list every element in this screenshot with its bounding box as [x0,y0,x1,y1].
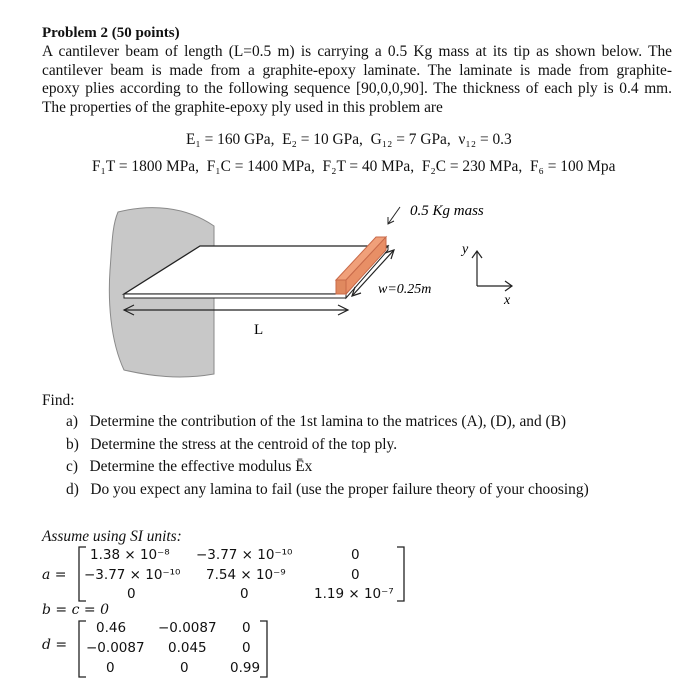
a-cell-23: 0 [351,567,360,583]
a-cell-31: 0 [127,586,136,602]
a-cell-11: 1.38 × 10⁻⁸ [90,547,170,563]
find-item-d [66,479,589,502]
tip-mass-top [336,280,346,294]
beam-front-edge [124,294,346,298]
d-cell-12: −0.0087 [158,620,217,636]
find-item-c [66,456,589,479]
a-cell-13: 0 [351,547,360,563]
find-text-d: Do you expect any lamina to fail (use the proper failure theory of your choosing) [90,480,589,498]
intro-line-2: cantilever beam is made from a graphite-epoxy laminate. The laminate is made from graphite- [42,61,672,79]
problem-title: Problem 2 (50 points) [42,25,180,41]
axis-y-label: y [462,242,469,257]
width-label: w=0.25m [378,282,432,297]
prop-F1C: F₁C = 1400 MPa, [206,158,315,175]
prop-E2: E₂ = 10 GPa, [282,131,363,148]
length-label: L [254,322,264,338]
find-marker-d: d) [66,480,79,498]
prop-G12: G₁₂ = 7 GPa, [370,131,451,148]
prop-F2T: F₂T = 40 MPa, [322,158,415,175]
d-cell-22: 0.045 [168,640,207,656]
a-matrix-label: a = [42,567,67,583]
find-text-a: Determine the contribution of the 1st lamina to the matrices (A), (D), and (B) [89,413,567,430]
intro-line-3: epoxy plies according to the following sequence [90,0,0,90]. The thickness of each ply is 0.4 mm. [42,80,672,98]
prop-v12: ν₁₂ = 0.3 [458,131,512,148]
d-cell-32: 0 [180,660,189,676]
find-item-a [66,411,589,434]
find-marker-b: b) [66,435,79,453]
a-cell-21: −3.77 × 10⁻¹⁰ [84,567,181,583]
prop-F2C: F₂C = 230 MPa, [421,158,523,175]
a-matrix-right-bracket [395,546,407,602]
prop-F6: F₆ = 100 Mpa [529,158,616,175]
axis-x-label: x [504,293,511,308]
find-heading: Find: [42,392,75,409]
d-matrix-label: d = [42,637,68,653]
find-marker-c: c) [66,458,78,476]
intro-line-4: The properties of the graphite-epoxy ply used in this problem are [42,98,443,116]
d-cell-11: 0.46 [96,620,127,636]
find-list [66,411,589,501]
assumptions-heading: Assume using SI units: [42,528,182,545]
find-text-c: Determine the effective modulus Ēx [89,458,313,476]
intro-line-1: A cantilever beam of length (L=0.5 m) is carrying a 0.5 Kg mass at its tip as shown below. The [42,43,672,60]
find-item-b [66,434,589,457]
d-cell-33: 0.99 [230,660,261,676]
bc-line: b = c = 0 [42,602,109,618]
a-cell-33: 1.19 × 10⁻⁷ [314,586,394,602]
d-cell-21: −0.0087 [86,640,145,656]
find-marker-a: a) [66,413,78,430]
find-text-b: Determine the stress at the centroid of the top ply. [90,435,398,453]
a-cell-22: 7.54 × 10⁻⁹ [206,567,286,583]
mass-label: 0.5 Kg mass [410,203,484,219]
prop-E1: E₁ = 160 GPa, [186,131,275,148]
a-cell-32: 0 [240,586,249,602]
d-cell-23: 0 [242,640,251,656]
a-cell-12: −3.77 × 10⁻¹⁰ [196,547,293,563]
d-cell-31: 0 [106,660,115,676]
d-cell-13: 0 [242,620,251,636]
prop-F1T: F₁T = 1800 MPa, [92,158,199,175]
